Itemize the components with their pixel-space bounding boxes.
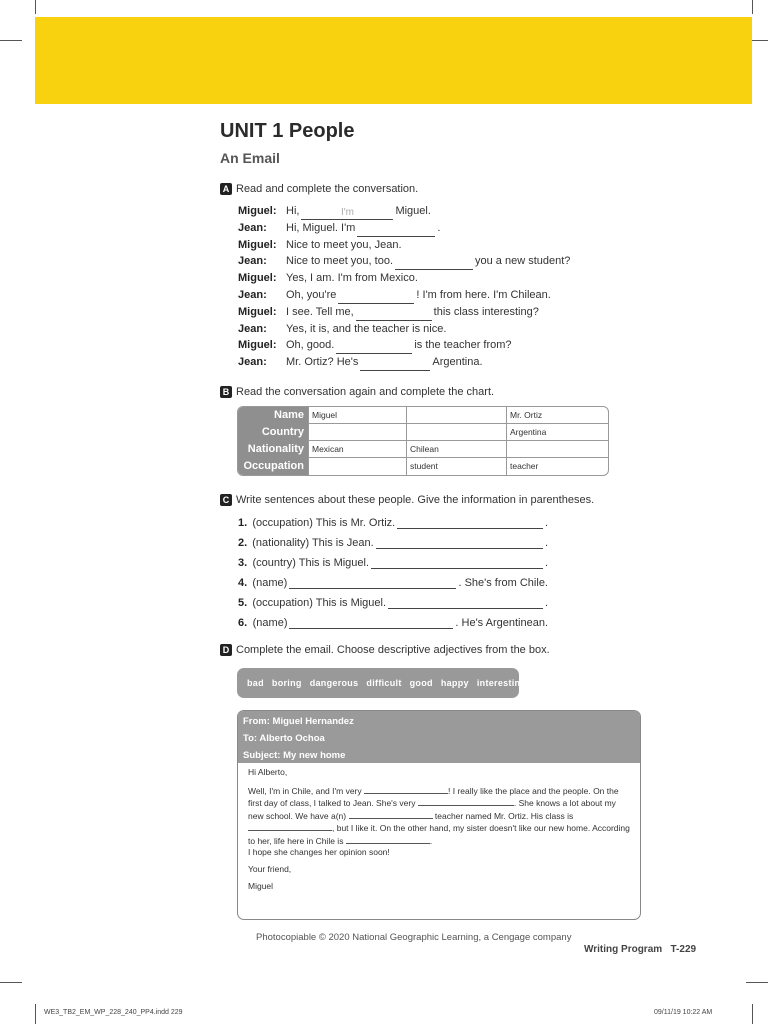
item-ending: . (544, 517, 548, 529)
email-subject: Subject: My new home (243, 750, 346, 761)
conversation-line (238, 337, 618, 354)
line-text: you a new student? (475, 255, 571, 268)
answer-blank[interactable] (360, 359, 430, 371)
word-bank-item: difficult (366, 678, 402, 688)
chart-cells (308, 407, 608, 475)
line-text: is the teacher from? (414, 339, 512, 352)
answer-blank[interactable] (357, 225, 435, 237)
answer-blank[interactable] (356, 309, 432, 321)
page-footer (584, 944, 696, 955)
line-text: Miguel. (395, 205, 431, 217)
email-text: Well, I'm in Chile, and I'm very (248, 785, 362, 796)
chart-cell[interactable] (506, 441, 608, 458)
section-b-instruction: Read the conversation again and complete the chart. (236, 386, 495, 398)
conversation-line (238, 237, 618, 254)
email-signature: Miguel (248, 881, 274, 891)
answer-blank[interactable] (397, 517, 543, 529)
answer-blank[interactable] (364, 785, 448, 794)
line-text: . (437, 221, 441, 234)
section-d-instruction: Complete the email. Choose descriptive adjectives from the box. (236, 644, 550, 656)
chart-cell[interactable]: Chilean (406, 441, 506, 458)
chart-row-label: Occupation (243, 460, 304, 472)
email-header (238, 711, 640, 763)
word-bank-item: boring (271, 678, 302, 688)
chart-row-label: Name (274, 409, 304, 421)
answer-blank[interactable] (289, 617, 453, 629)
conversation-line (238, 270, 618, 287)
item-ending: . (544, 597, 548, 609)
unit-title: UNIT 1 People (220, 120, 355, 142)
section-c-header (220, 494, 594, 506)
line-text: this class interesting? (433, 305, 539, 318)
chart-cell[interactable]: teacher (506, 458, 608, 475)
line-text: Hi, (286, 205, 300, 217)
chart-cell[interactable]: Miguel (308, 407, 406, 424)
speaker: Miguel: (238, 339, 277, 352)
word-bank (237, 668, 527, 698)
chart-cell[interactable]: Mr. Ortiz (506, 407, 608, 424)
word-bank-item: happy (440, 678, 469, 688)
line-text: Mr. Ortiz? He's (286, 356, 359, 369)
item-number: 1. (238, 517, 248, 529)
crop-mark (752, 1004, 753, 1024)
answer-blank[interactable] (336, 342, 412, 354)
item-prompt: (name) (252, 617, 288, 629)
speaker: Jean: (238, 288, 267, 301)
section-c-badge: C (220, 494, 232, 506)
section-a-badge: A (220, 183, 232, 195)
slug-filename: WE3_TB2_EM_WP_228_240_PP4.indd 229 (44, 1009, 183, 1016)
email-text: , but I like it. On the (332, 823, 406, 833)
speaker: Jean: (238, 255, 267, 268)
item-ending: . He's Argentinean. (455, 617, 548, 629)
answer-blank[interactable] (346, 835, 433, 846)
answer-blank[interactable] (349, 810, 433, 819)
speaker: Jean: (238, 221, 267, 234)
item-number: 5. (238, 597, 248, 609)
line-text: Hi, Miguel. I'm (286, 221, 356, 234)
word-bank-item: dangerous (309, 678, 359, 688)
answer-blank[interactable] (418, 797, 514, 806)
email-from: From: Miguel Hernandez (243, 716, 354, 727)
answer-blank[interactable] (395, 258, 473, 270)
item-ending: . (544, 557, 548, 569)
lesson-subtitle: An Email (220, 150, 280, 166)
chart-cell[interactable]: Mexican (308, 441, 406, 458)
conversation-line (238, 354, 618, 371)
email-closing: Your friend, (248, 863, 292, 874)
line-text: Oh, good. (286, 339, 335, 352)
item-prompt: (country) This is Miguel. (252, 557, 370, 569)
line-text: Yes, I am. I'm from Mexico. (286, 272, 418, 285)
sentence-item (238, 597, 548, 609)
answer-blank[interactable] (388, 597, 543, 609)
section-b-header (220, 386, 494, 398)
email-text: ! I really like the place and the people. On the first day of (248, 785, 619, 808)
line-text: Nice to meet you, too. (286, 255, 393, 268)
line-text: Yes, it is, and the teacher is nice. (286, 322, 447, 335)
chart-row-label: Nationality (247, 443, 304, 455)
example-answer: I'm (340, 206, 354, 218)
item-prompt: (occupation) This is Mr. Ortiz. (252, 517, 396, 529)
item-prompt: (name) (252, 577, 288, 589)
crop-mark (35, 1004, 36, 1024)
chart-cell[interactable] (406, 424, 506, 441)
conversation-line (238, 220, 618, 237)
item-number: 6. (238, 617, 248, 629)
section-d-header (220, 644, 550, 656)
conversation-line (238, 287, 618, 304)
item-ending: . (544, 537, 548, 549)
answer-blank[interactable] (248, 822, 332, 831)
sentence-item (238, 557, 548, 569)
line-text: Oh, you're (286, 288, 337, 301)
speaker: Miguel: (238, 238, 277, 251)
email-text: . She knows a lot about my new school. We have a(n) (248, 798, 616, 821)
answer-blank[interactable] (376, 537, 543, 549)
speaker: Jean: (238, 322, 267, 335)
word-bank-item: bad (247, 678, 264, 688)
conversation-line (238, 203, 618, 220)
program-name: Writing Program (584, 944, 663, 955)
word-bank-item: interesting (476, 678, 527, 688)
section-b-badge: B (220, 386, 232, 398)
crop-mark (0, 982, 22, 983)
line-text: Nice to meet you, Jean. (286, 238, 402, 251)
conversation-line (238, 321, 618, 338)
chart-cell[interactable]: Argentina (506, 424, 608, 441)
item-prompt: (occupation) This is Miguel. (252, 597, 387, 609)
section-d-badge: D (220, 644, 232, 656)
chart-cell[interactable] (406, 407, 506, 424)
email-text: class, I talked to Jean. She's very (289, 798, 416, 808)
line-text: Argentina. (432, 356, 483, 369)
speaker: Miguel: (238, 205, 277, 217)
copyright-notice: Photocopiable © 2020 National Geographic Learning, a Cengage company (256, 932, 572, 943)
email-text: teacher named Mr. Ortiz. His class is (434, 810, 574, 821)
header-color-band (35, 17, 752, 104)
item-number: 2. (238, 537, 248, 549)
crop-mark (746, 982, 768, 983)
item-number: 4. (238, 577, 248, 589)
speaker: Jean: (238, 356, 267, 369)
chart-row-label: Country (261, 426, 304, 438)
section-a-header (220, 183, 418, 195)
line-text: I see. Tell me, (286, 305, 354, 318)
answer-blank[interactable] (371, 557, 543, 569)
line-text: ! I'm from here. I'm Chilean. (416, 288, 551, 301)
email-paragraph (248, 785, 630, 859)
email-panel (237, 710, 641, 920)
crop-mark (35, 0, 36, 14)
email-to: To: Alberto Ochoa (243, 733, 325, 744)
word-bank-item: good (409, 678, 433, 688)
info-chart (237, 406, 609, 476)
email-body (238, 763, 640, 903)
item-number: 3. (238, 557, 248, 569)
crop-mark (0, 40, 22, 41)
answer-blank[interactable] (338, 292, 414, 304)
email-text: I hope she changes her opinion soon! (248, 847, 390, 857)
conversation (238, 203, 618, 371)
sentence-item (238, 577, 548, 589)
email-text: . (429, 835, 433, 846)
slug-date: 09/11/19 10:22 AM (654, 1009, 713, 1016)
sentence-item (238, 617, 548, 629)
section-c-instruction: Write sentences about these people. Give the information in parentheses. (236, 494, 595, 506)
crop-mark (752, 0, 753, 14)
email-greeting: Hi Alberto, (248, 767, 288, 777)
chart-cell[interactable] (308, 424, 406, 441)
conversation-line (238, 304, 618, 321)
sentence-item (238, 517, 548, 529)
item-prompt: (nationality) This is Jean. (252, 537, 374, 549)
chart-cell[interactable] (308, 458, 406, 475)
speaker: Miguel: (238, 272, 277, 285)
item-ending: . She's from Chile. (458, 577, 548, 589)
email-text: other hand, my sister doesn't like our new home. According to her, life here in Chile is (248, 823, 630, 846)
answer-blank[interactable] (289, 577, 456, 589)
answer-blank[interactable] (301, 208, 393, 220)
section-a-instruction: Read and complete the conversation. (236, 183, 419, 195)
sentence-item (238, 537, 548, 549)
page-number: T-229 (670, 944, 697, 955)
chart-row-labels (238, 407, 308, 475)
conversation-line (238, 253, 618, 270)
chart-cell[interactable]: student (406, 458, 506, 475)
speaker: Miguel: (238, 305, 277, 318)
